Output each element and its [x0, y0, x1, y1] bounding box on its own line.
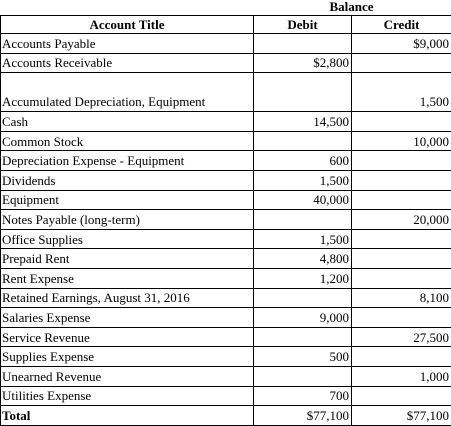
- credit-cell: 8,100: [352, 288, 451, 308]
- debit-cell: 9,000: [254, 308, 352, 328]
- debit-cell: 500: [254, 347, 352, 367]
- debit-cell: 1,500: [254, 170, 352, 190]
- debit-cell: [254, 366, 352, 386]
- account-title-cell: Depreciation Expense - Equipment: [1, 151, 254, 171]
- table-row: [1, 190, 451, 210]
- table-row: [1, 327, 451, 347]
- table-row: [1, 112, 451, 132]
- debit-cell: [254, 131, 352, 151]
- credit-cell: [352, 53, 451, 73]
- debit-cell: 40,000: [254, 190, 352, 210]
- credit-cell: $9,000: [352, 34, 451, 54]
- debit-header: Debit: [254, 16, 352, 34]
- credit-cell: [352, 112, 451, 132]
- credit-cell: [352, 268, 451, 288]
- debit-cell: [254, 327, 352, 347]
- credit-cell: [352, 386, 451, 406]
- debit-cell: [254, 288, 352, 308]
- debit-cell: 700: [254, 386, 352, 406]
- column-header-row: [1, 16, 451, 34]
- table-row: [1, 249, 451, 269]
- table-row: [1, 34, 451, 54]
- trial-balance-table: [0, 15, 451, 426]
- table-row: [1, 229, 451, 249]
- credit-cell: [352, 170, 451, 190]
- account-title-cell: Accumulated Depreciation, Equipment: [1, 73, 254, 112]
- account-title-cell: Unearned Revenue: [1, 366, 254, 386]
- balance-header: Balance: [253, 0, 450, 16]
- credit-cell: [352, 249, 451, 269]
- account-title-cell: Accounts Payable: [1, 34, 254, 54]
- account-title-cell: Dividends: [1, 170, 254, 190]
- total-row: [1, 406, 451, 426]
- account-title-cell: Service Revenue: [1, 327, 254, 347]
- account-title-cell: Accounts Receivable: [1, 53, 254, 73]
- debit-cell: $2,800: [254, 53, 352, 73]
- debit-cell: [254, 34, 352, 54]
- table-row: [1, 210, 451, 230]
- table-row: [1, 151, 451, 171]
- account-title-cell: Supplies Expense: [1, 347, 254, 367]
- credit-cell: 20,000: [352, 210, 451, 230]
- debit-cell: 4,800: [254, 249, 352, 269]
- table-row: [1, 73, 451, 112]
- table-row: [1, 268, 451, 288]
- table-row: [1, 366, 451, 386]
- account-title-cell: Notes Payable (long-term): [1, 210, 254, 230]
- account-title-cell: Rent Expense: [1, 268, 254, 288]
- table-row: [1, 347, 451, 367]
- credit-cell: [352, 308, 451, 328]
- account-title-cell: Prepaid Rent: [1, 249, 254, 269]
- table-row: [1, 131, 451, 151]
- debit-cell: 14,500: [254, 112, 352, 132]
- credit-cell: 1,000: [352, 366, 451, 386]
- total-label: Total: [1, 406, 254, 426]
- credit-header: Credit: [352, 16, 451, 34]
- account-title-cell: Equipment: [1, 190, 254, 210]
- account-title-cell: Office Supplies: [1, 229, 254, 249]
- credit-cell: 1,500: [352, 73, 451, 112]
- account-title-cell: Salaries Expense: [1, 308, 254, 328]
- credit-cell: [352, 229, 451, 249]
- account-title-cell: Common Stock: [1, 131, 254, 151]
- debit-cell: [254, 210, 352, 230]
- account-title-cell: Utilities Expense: [1, 386, 254, 406]
- debit-cell: 1,500: [254, 229, 352, 249]
- credit-cell: 27,500: [352, 327, 451, 347]
- table-row: [1, 288, 451, 308]
- credit-cell: [352, 347, 451, 367]
- debit-cell: [254, 73, 352, 112]
- debit-cell: 600: [254, 151, 352, 171]
- account-title-cell: Cash: [1, 112, 254, 132]
- table-row: [1, 170, 451, 190]
- credit-cell: 10,000: [352, 131, 451, 151]
- account-title-header: Account Title: [1, 16, 254, 34]
- credit-cell: [352, 190, 451, 210]
- total-credit: $77,100: [352, 406, 451, 426]
- table-row: [1, 53, 451, 73]
- total-debit: $77,100: [254, 406, 352, 426]
- account-title-cell: Retained Earnings, August 31, 2016: [1, 288, 254, 308]
- credit-cell: [352, 151, 451, 171]
- table-row: [1, 308, 451, 328]
- debit-cell: 1,200: [254, 268, 352, 288]
- table-row: [1, 386, 451, 406]
